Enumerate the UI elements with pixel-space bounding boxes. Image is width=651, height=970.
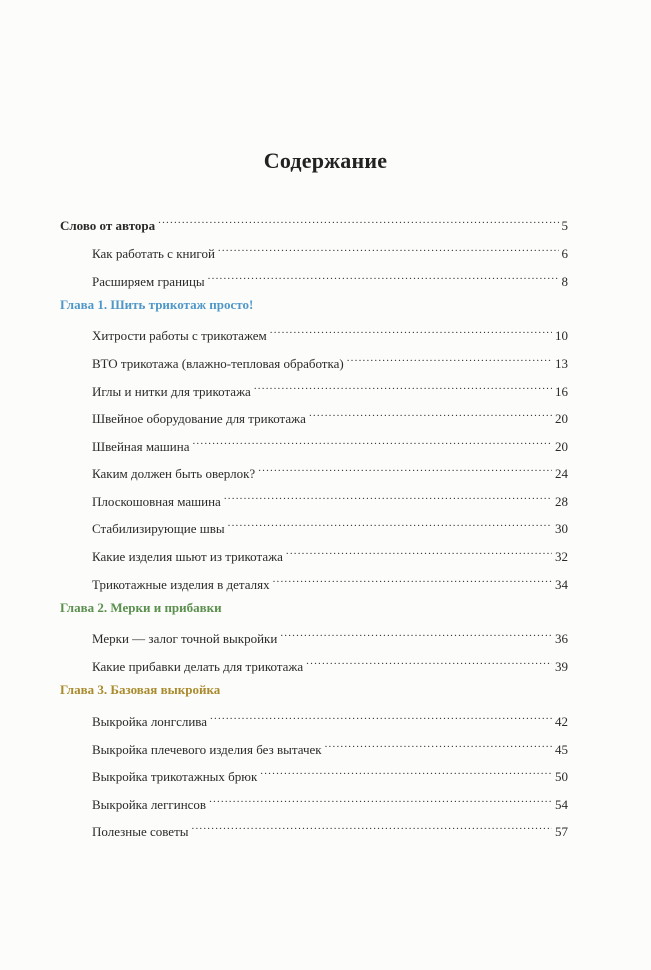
toc-entry-page: 20 [555,439,568,454]
toc-entry-label: Какие прибавки делать для трикотажа [92,659,304,674]
toc-entry[interactable] [92,793,568,813]
leader-dots [208,270,559,286]
toc-entry[interactable] [92,352,568,372]
toc-entry[interactable] [92,573,568,593]
toc-entry-label: Какие изделия шьют из трикотажа [92,549,283,564]
leader-dots [270,324,552,340]
toc-entry-label: Как работать с книгой [92,246,215,261]
toc-entry-page: 42 [555,714,568,729]
toc-entry-label: Иглы и нитки для трикотажа [92,384,251,399]
toc-entry-page: 20 [555,411,568,426]
leader-dots [218,242,559,258]
toc-entry-page: 16 [555,384,568,399]
toc-entry[interactable] [92,380,568,400]
toc-entry-author-word[interactable] [60,214,568,234]
toc-entry-label: Каким должен быть оверлок? [92,466,256,481]
toc-entry-page: 6 [561,246,568,261]
leader-dots [192,435,552,451]
leader-dots [158,214,558,230]
toc-entry-label: Стабилизирующие швы [92,521,225,536]
leader-dots [192,820,553,836]
leader-dots [260,765,552,781]
toc-entry-label: Полезные советы [92,824,189,839]
leader-dots [224,490,552,506]
toc-entry[interactable] [92,765,568,785]
toc-entry-page: 30 [555,521,568,536]
toc-entry[interactable] [92,627,568,647]
leader-dots [210,710,552,726]
toc-entry[interactable] [92,655,568,675]
toc-entry[interactable] [92,407,568,427]
toc-entry[interactable] [92,517,568,537]
leader-dots [228,517,552,533]
toc-entry-page: 28 [555,494,568,509]
toc-entry[interactable] [92,435,568,455]
toc-entry-page: 57 [555,824,568,839]
toc-entry[interactable] [92,462,568,482]
leader-dots [286,545,552,561]
toc-entry-page: 36 [555,631,568,646]
toc-entry-page: 54 [555,797,568,812]
toc-entry-label: Выкройка лонгслива [92,714,208,729]
toc-entry-label: Расширяем границы [92,274,205,289]
chapter-2-heading[interactable]: Глава 2. Мерки и прибавки [60,600,222,615]
toc-entry-label: Выкройка трикотажных брюк [92,769,258,784]
toc-entry-label: Выкройка плечевого изделия без вытачек [92,742,322,757]
toc-entry-label: Плоскошовная машина [92,494,221,509]
toc-entry-page: 5 [561,218,568,233]
leader-dots [325,738,552,754]
chapter-3-heading[interactable]: Глава 3. Базовая выкройка [60,682,221,697]
leader-dots [258,462,552,478]
chapter-1-heading[interactable]: Глава 1. Шить трикотаж просто! [60,297,254,312]
toc-entry-label: ВТО трикотажа (влажно-тепловая обработка) [92,356,344,371]
toc-entry-page: 45 [555,742,568,757]
leader-dots [273,573,552,589]
toc-entry-page: 39 [555,659,568,674]
toc-entry-label: Швейное оборудование для трикотажа [92,411,306,426]
leader-dots [347,352,552,368]
toc-entry[interactable] [92,710,568,730]
leader-dots [306,655,552,671]
toc-entry-label: Швейная машина [92,439,190,454]
toc-entry[interactable] [92,820,568,840]
leader-dots [309,407,552,423]
leader-dots [209,793,552,809]
leader-dots [280,627,552,643]
page-title: Содержание [263,148,388,173]
toc-entry-label: Слово от автора [60,218,156,233]
toc-entry-page: 50 [555,769,568,784]
leader-dots [254,380,552,396]
toc-entry-page: 32 [555,549,568,564]
toc-entry-page: 34 [555,577,568,592]
toc-entry-expand-borders[interactable] [92,270,568,290]
toc-entry-page: 10 [555,328,568,343]
toc-entry-label: Мерки — залог точной выкройки [92,631,278,646]
toc-entry[interactable] [92,738,568,758]
toc-entry-label: Трикотажные изделия в деталях [92,577,270,592]
toc-entry-page: 8 [561,274,568,289]
toc-entry[interactable] [92,490,568,510]
toc-entry-page: 24 [555,466,568,481]
toc-entry-how-to-work[interactable] [92,242,568,262]
toc-entry-page: 13 [555,356,568,371]
toc-entry-label: Хитрости работы с трикотажем [92,328,267,343]
toc-entry-label: Выкройка леггинсов [92,797,207,812]
toc-entry[interactable] [92,545,568,565]
toc-entry[interactable] [92,324,568,344]
